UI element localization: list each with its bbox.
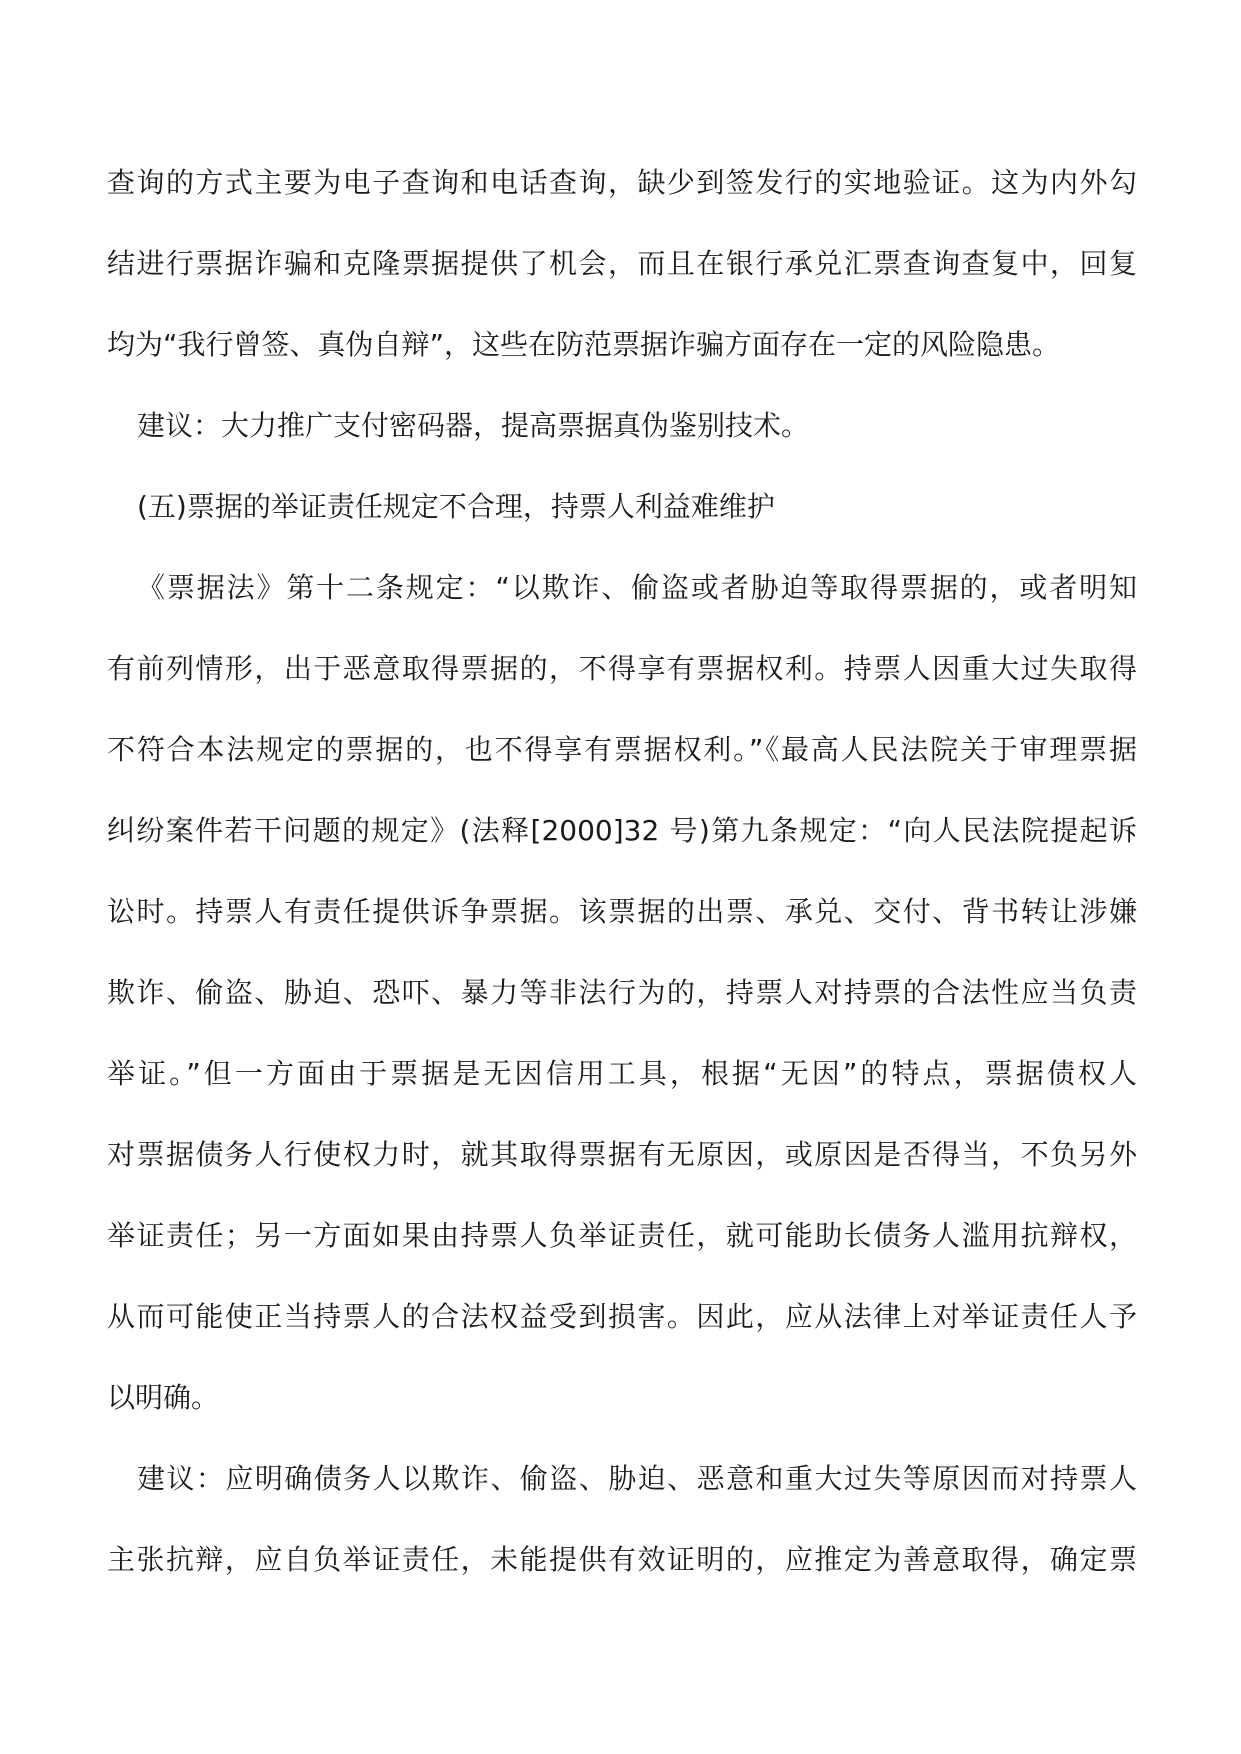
text-line-12: 举证。”但一方面由于票据是无因信用工具，根据“无因”的特点，票据债权人 [107, 1057, 1137, 1090]
text-line-14: 举证责任；另一方面如果由持票人负举证责任，就可能助长债务人滥用抗辩权， [107, 1219, 1137, 1252]
section-heading-5: (五)票据的举证责任规定不合理，持票人利益难维护 [137, 490, 775, 523]
text-line-18: 主张抗辩，应自负举证责任，未能提供有效证明的，应推定为善意取得，确定票 [107, 1543, 1137, 1576]
text-line-2: 结进行票据诈骗和克隆票据提供了机会，而且在银行承兑汇票查询查复中，回复 [107, 247, 1137, 280]
text-line-15: 从而可能使正当持票人的合法权益受到损害。因此，应从法律上对举证责任人予 [107, 1300, 1137, 1333]
text-line-7: 有前列情形，出于恶意取得票据的，不得享有票据权利。持票人因重大过失取得 [107, 652, 1137, 685]
text-line-3: 均为“我行曾签、真伪自辩”，这些在防范票据诈骗方面存在一定的风险隐患。 [107, 328, 1061, 361]
text-line-10: 讼时。持票人有责任提供诉争票据。该票据的出票、承兑、交付、背书转让涉嫌 [107, 895, 1137, 928]
text-line-11: 欺诈、偷盗、胁迫、恐吓、暴力等非法行为的，持票人对持票的合法性应当负责 [107, 976, 1137, 1009]
suggestion-paragraph-2: 建议：应明确债务人以欺诈、偷盗、胁迫、恶意和重大过失等原因而对持票人 [137, 1462, 1137, 1495]
text-line-13: 对票据债务人行使权力时，就其取得票据有无原因，或原因是否得当，不负另外 [107, 1138, 1137, 1171]
text-line-6: 《票据法》第十二条规定：“以欺诈、偷盗或者胁迫等取得票据的，或者明知 [137, 571, 1137, 604]
text-line-8: 不符合本法规定的票据的，也不得享有票据权利。”《最高人民法院关于审理票据 [107, 733, 1137, 766]
text-line-16: 以明确。 [107, 1381, 220, 1414]
suggestion-paragraph-1: 建议：大力推广支付密码器，提高票据真伪鉴别技术。 [137, 409, 810, 442]
document-body [107, 160, 1137, 1618]
text-line-1: 查询的方式主要为电子查询和电话查询，缺少到签发行的实地验证。这为内外勾 [107, 166, 1137, 199]
text-line-9: 纠纷案件若干问题的规定》(法释[2000]32 号)第九条规定：“向人民法院提起诉 [107, 814, 1137, 847]
